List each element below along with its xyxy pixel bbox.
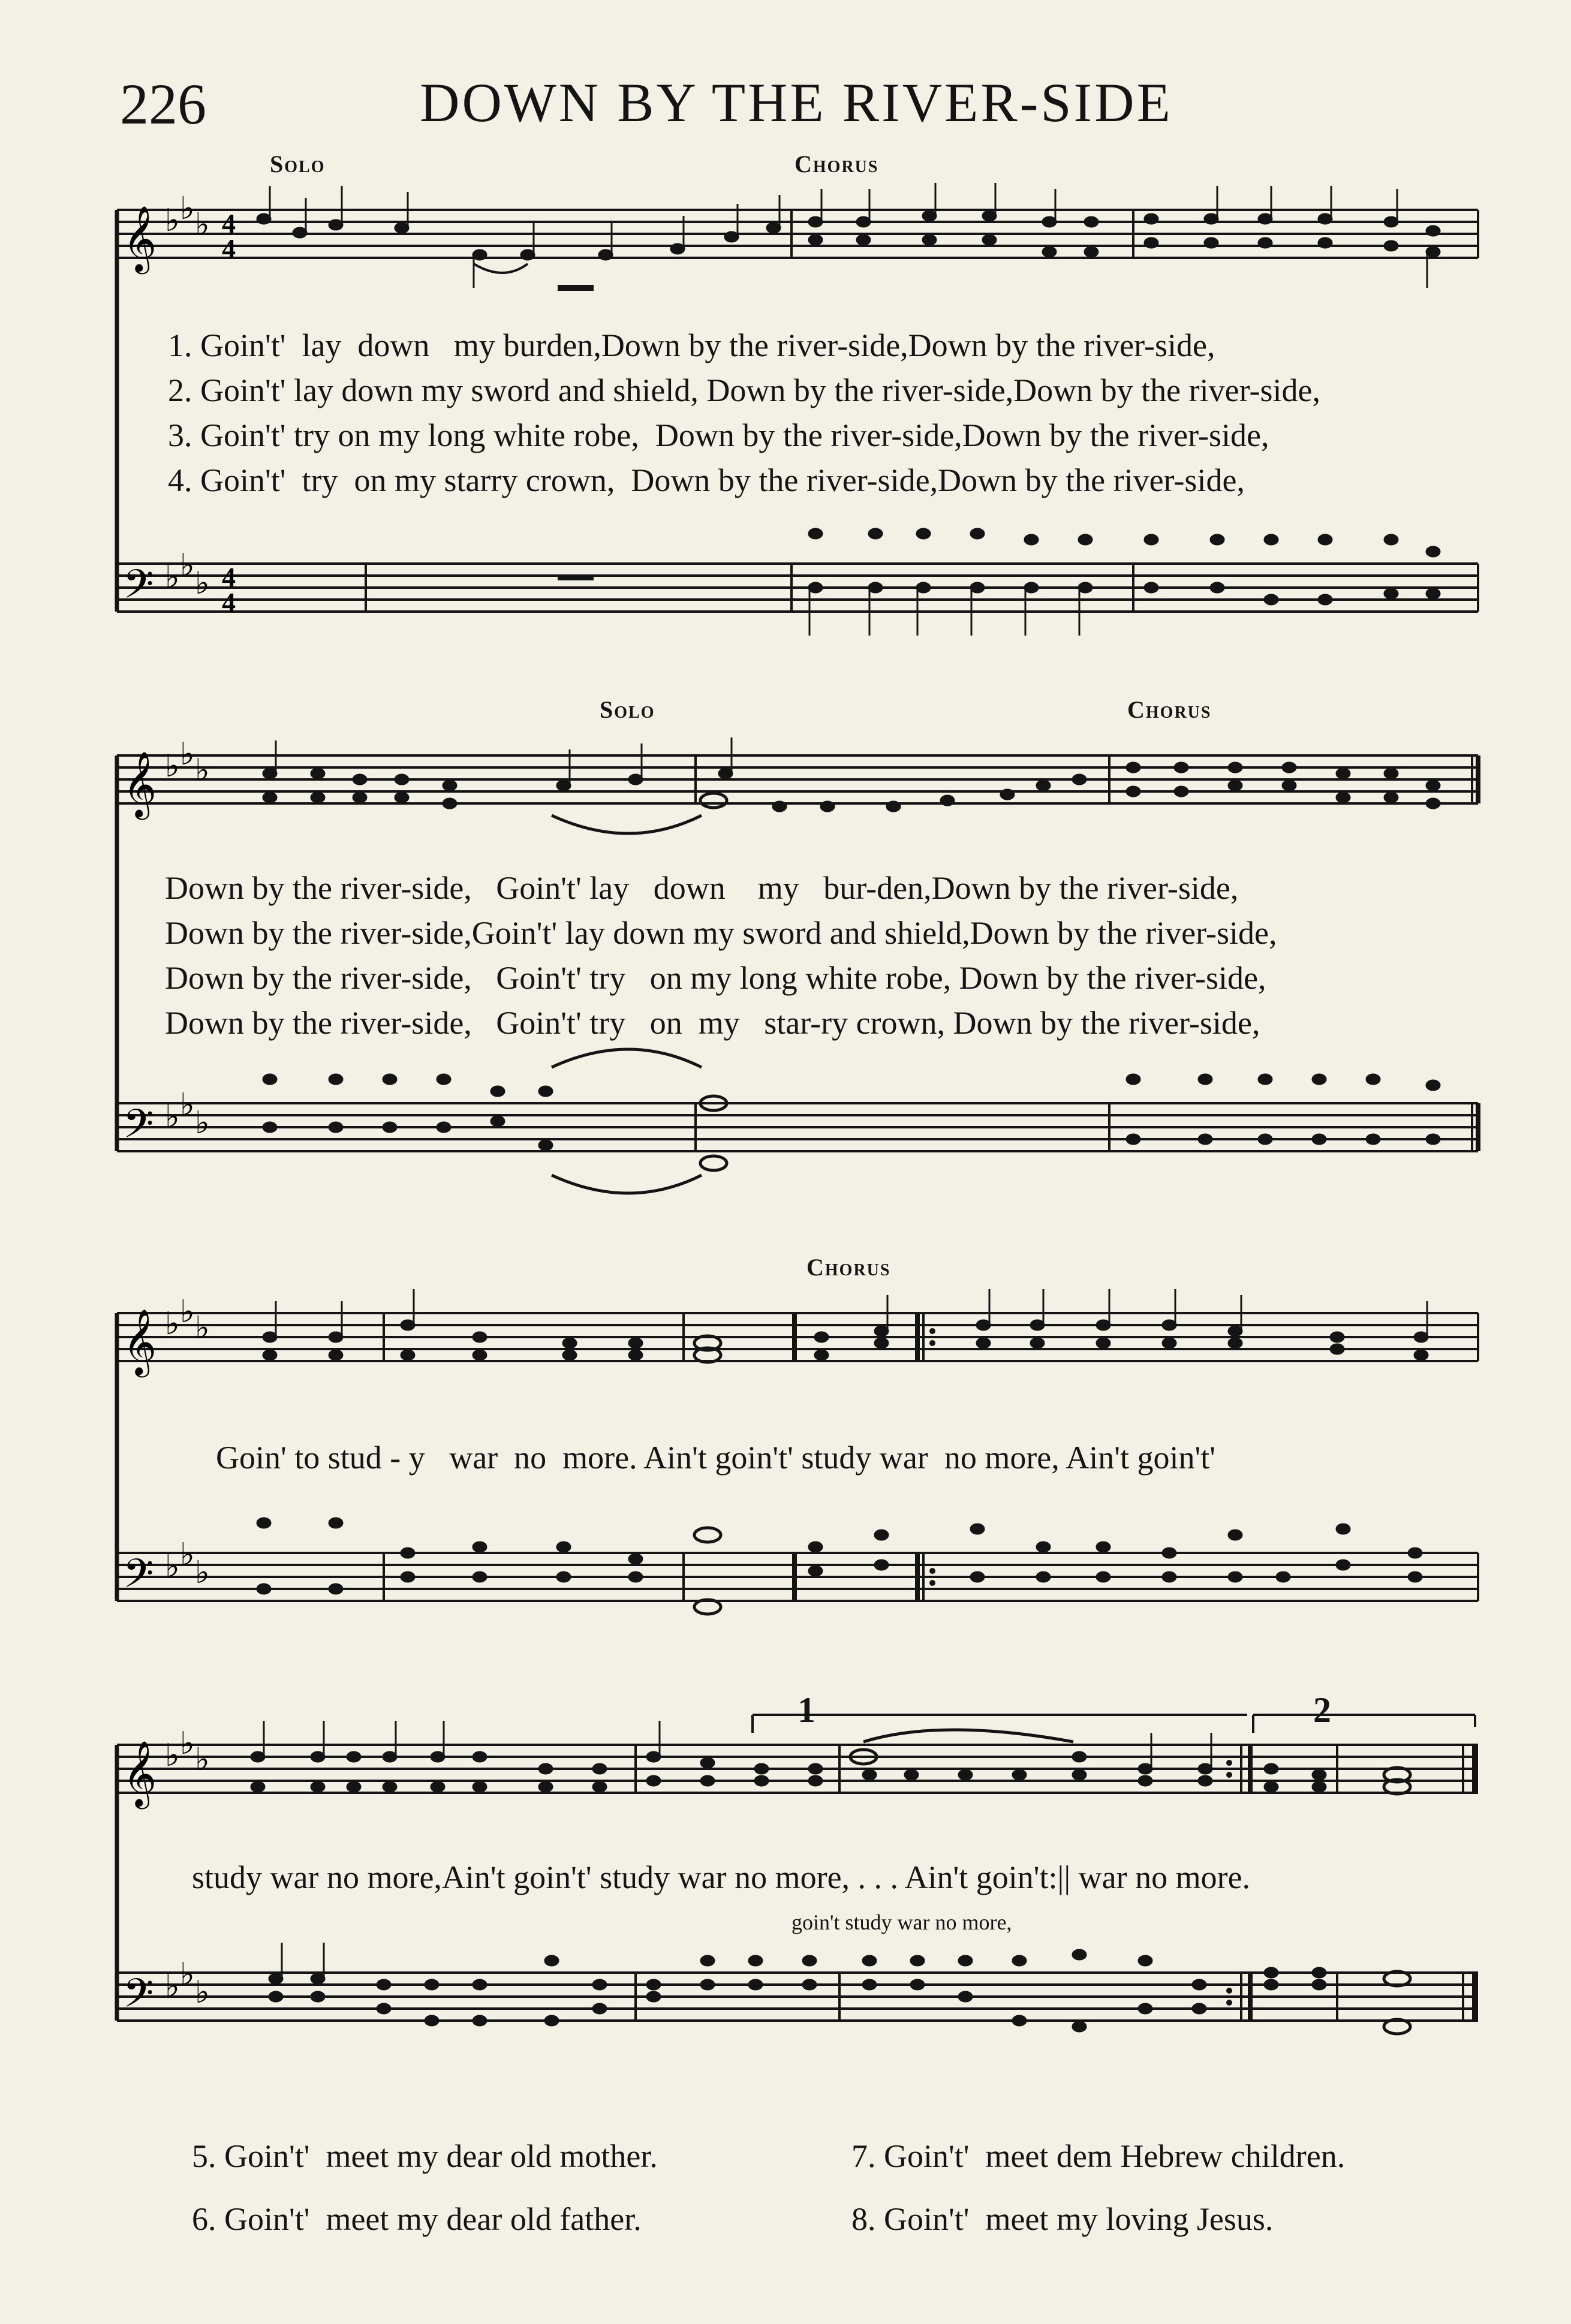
chorus-mark: Chorus <box>806 1254 891 1281</box>
first-ending-number: 1 <box>797 1690 815 1730</box>
alternate-lyric: goin't study war no more, <box>791 1910 1012 1934</box>
svg-text:𝄞: 𝄞 <box>123 1741 157 1807</box>
svg-text:♭: ♭ <box>195 1555 210 1591</box>
svg-text:4: 4 <box>222 562 236 592</box>
lyric-line-2: Down by the river-side,Goin't' lay down my sword and shield,Down by the river-side, <box>165 915 1277 951</box>
svg-text:♭: ♭ <box>180 1956 195 1992</box>
lyric-line-2: 2. Goin't' lay down my sword and shield, Down by the river-side,Down by the river-side, <box>168 372 1320 408</box>
lyric-line-1: 1. Goin't' lay down my burden,Down by the river-side,Down by the river-side, <box>168 327 1215 363</box>
svg-text:4: 4 <box>222 587 236 618</box>
svg-text:♭: ♭ <box>195 752 210 788</box>
svg-text:♭: ♭ <box>165 1549 180 1585</box>
svg-text:♭: ♭ <box>165 1738 180 1774</box>
lyric-line-1: Down by the river-side, Goin't' lay down my bur-den,Down by the river-side, <box>165 870 1239 906</box>
second-ending-number: 2 <box>1313 1690 1331 1730</box>
music-system-1 <box>0 144 1571 666</box>
svg-text:𝄢: 𝄢 <box>123 1551 154 1606</box>
svg-text:♭: ♭ <box>165 1099 180 1135</box>
hymn-title: DOWN BY THE RIVER-SIDE <box>420 72 1173 133</box>
lyric-line-3: 3. Goin't' try on my long white robe, Down by the river-side,Down by the river-side, <box>168 417 1269 453</box>
svg-text:♭: ♭ <box>195 207 210 243</box>
verse-7: 7. Goin't' meet dem Hebrew children. <box>851 2138 1346 2174</box>
lyric-line-1: Goin' to stud - y war no more. Ain't goin't' study war no more, Ain't goin't' <box>216 1440 1215 1476</box>
lyric-line-4: 4. Goin't' try on my starry crown, Down by the river-side,Down by the river-side, <box>168 462 1245 498</box>
svg-text:♭: ♭ <box>180 736 195 772</box>
svg-text:♭: ♭ <box>195 565 210 601</box>
svg-text:4: 4 <box>222 233 236 264</box>
music-system-3 <box>0 1253 1571 1673</box>
svg-text:♭: ♭ <box>180 547 195 583</box>
svg-text:𝄢: 𝄢 <box>123 1970 154 2026</box>
svg-text:♭: ♭ <box>165 1306 180 1342</box>
svg-text:♭: ♭ <box>195 1310 210 1346</box>
chorus-mark: Chorus <box>1127 696 1212 723</box>
verse-8: 8. Goin't' meet my loving Jesus. <box>851 2201 1274 2237</box>
svg-text:♭: ♭ <box>165 748 180 784</box>
svg-text:♭: ♭ <box>180 191 195 227</box>
svg-text:4: 4 <box>222 208 236 239</box>
verse-6: 6. Goin't' meet my dear old father. <box>192 2201 642 2237</box>
chorus-mark: Chorus <box>794 150 879 177</box>
svg-text:♭: ♭ <box>165 203 180 239</box>
svg-text:𝄞: 𝄞 <box>123 1309 157 1375</box>
svg-text:♭: ♭ <box>180 1294 195 1330</box>
svg-text:𝄞: 𝄞 <box>123 751 157 817</box>
svg-text:𝄞: 𝄞 <box>123 206 157 272</box>
lyric-line-3: Down by the river-side, Goin't' try on my long white robe, Down by the river-side, <box>165 960 1266 996</box>
svg-text:♭: ♭ <box>180 1537 195 1573</box>
svg-text:♭: ♭ <box>180 1087 195 1123</box>
svg-text:𝄢: 𝄢 <box>123 561 154 617</box>
solo-mark: Solo <box>600 696 655 723</box>
solo-mark: Solo <box>270 150 326 177</box>
svg-text:𝄢: 𝄢 <box>123 1101 154 1157</box>
lyric-line-1: study war no more,Ain't goin't' study war no more, . . . Ain't goin't:|| war no more. <box>192 1859 1251 1895</box>
svg-text:♭: ♭ <box>195 1974 210 2010</box>
svg-text:♭: ♭ <box>180 1726 195 1762</box>
music-system-2 <box>0 696 1571 1205</box>
svg-text:♭: ♭ <box>165 559 180 595</box>
lyric-line-4: Down by the river-side, Goin't' try on my star-ry crown, Down by the river-side, <box>165 1005 1260 1041</box>
music-system-4 <box>0 1685 1571 2105</box>
svg-text:♭: ♭ <box>165 1968 180 2004</box>
svg-text:♭: ♭ <box>195 1105 210 1141</box>
page-header <box>0 60 1571 138</box>
svg-text:♭: ♭ <box>195 1742 210 1778</box>
page-number: 226 <box>120 72 206 136</box>
verse-5: 5. Goin't' meet my dear old mother. <box>192 2138 658 2174</box>
